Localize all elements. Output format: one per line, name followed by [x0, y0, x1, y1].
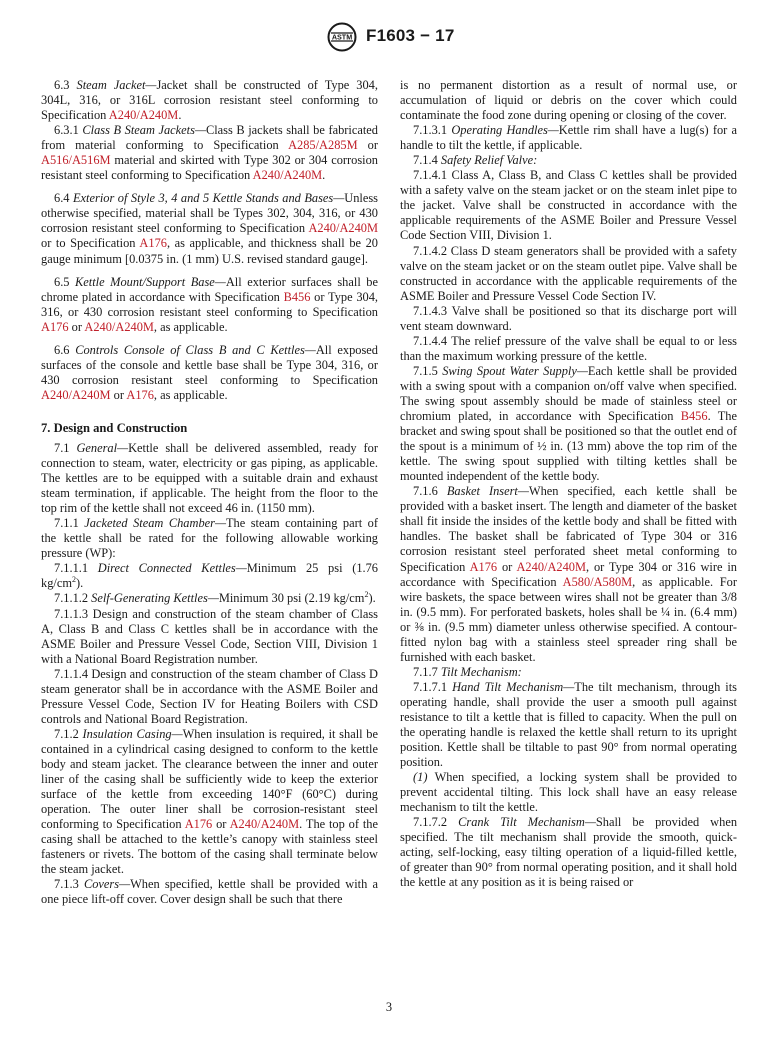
paragraph-text: All exterior surfaces shall be chrome plated in accordance with Specification [41, 274, 378, 304]
paragraph-text: , as applicable. [153, 319, 228, 334]
spec-reference-link[interactable]: A240/A240M [308, 221, 378, 236]
paragraph-text: . [178, 108, 182, 123]
superscript: 2 [71, 575, 76, 585]
paragraph-text: 7.1.7 [413, 664, 441, 679]
paragraph [400, 78, 737, 123]
svg-text:ASTM: ASTM [331, 32, 353, 42]
paragraph-text: , as applicable. [153, 387, 228, 402]
paragraph-text: 7.1.6 [413, 484, 447, 499]
paragraph-text: 7.1.2 [54, 726, 83, 741]
paragraph-caption: Safety Relief Valve: [440, 153, 538, 168]
paragraph-caption: Jacketed Steam Chamber— [84, 516, 226, 531]
paragraph-text: 7. Design and Construction [41, 420, 188, 435]
paragraph-caption: Insulation Casing— [82, 726, 183, 741]
paragraph-text: Class B jackets shall be fabricated from material conforming to Specification [41, 123, 378, 153]
paragraph-caption: Covers— [83, 877, 131, 892]
paragraph [41, 516, 378, 561]
paragraph-text: or [110, 387, 127, 402]
paragraph [41, 607, 378, 667]
paragraph-caption: Self-Generating Kettles— [91, 591, 219, 606]
spec-reference-link[interactable]: B456 [680, 409, 708, 424]
paragraph [400, 364, 737, 484]
paragraph-caption: Steam Jacket— [76, 78, 157, 92]
paragraph-text: 7.1.7.2 [413, 815, 459, 830]
paragraph-text: Kettle shall be delivered assembled, ready for connection to steam, water, electricity or gas piping, as applicable. The kettles are to be equipped with a suitable drain and exhaust steam termination, if applicable. The height from the floor to the top rim of the kettle shall not exceed 46 in. (1150 mm). [41, 440, 378, 516]
paragraph-text: 7.1.7.1 [413, 679, 453, 694]
paragraph-text: , as applicable. For wire baskets, the space between wires shall not be greater than 3/8 in. (9.5 mm). For perforated baskets, holes shall be ¼ in. (6.4 mm) or ⅜ in. (9.5 mm) diameter unless otherwise specified. A contour-fitted nylon bag with a stainless steel spreader ring shall be furnished with each basket. [400, 574, 737, 664]
spec-reference-link[interactable]: A285/A285M [288, 138, 358, 153]
spec-reference-link[interactable]: A176 [139, 236, 167, 251]
paragraph-text: or [68, 319, 85, 334]
document-designation: F1603 − 17 [366, 26, 455, 45]
paragraph-text: ). [75, 576, 84, 591]
paragraph [41, 123, 378, 183]
paragraph-caption: Direct Connected Kettles— [97, 561, 247, 576]
paragraph-caption: Tilt Mechanism: [440, 664, 522, 679]
paragraph-text: or to Specification [41, 236, 140, 251]
paragraph-text: 7.1.4.1 Class A, Class B, and Class C kettles shall be provided with a safety valve on the steam jacket or on the steam inlet pipe to the jacket. Valve shall be constructed in accordance with the applicable requirements of the ASME Boiler and Pressure Vessel Code Section VIII, Division 1. [400, 168, 737, 243]
paragraph-text: 7.1.4 [413, 153, 441, 168]
spec-reference-link[interactable]: B456 [283, 289, 311, 304]
paragraph-text: Unless otherwise specified, material shall be Types 302, 304, 316, or 430 corrosion resistant steel conforming to Specification [41, 191, 378, 236]
paragraph [400, 815, 737, 890]
paragraph-caption: Kettle Mount/Support Base— [75, 274, 226, 289]
paragraph [41, 78, 378, 123]
paragraph-text: 7.1.3 [54, 877, 84, 892]
page-number: 3 [385, 1000, 393, 1014]
paragraph-text: 6.5 [54, 274, 76, 289]
paragraph-text: 7.1.3.1 [413, 123, 452, 138]
paragraph-text: 7.1.1.4 Design and construction of the steam chamber of Class D steam generator shall be in accordance with the ASME Boiler and Pressure Vessel Code, Section IV for Heating Boilers with CSD controls and National Board Registration. [41, 666, 378, 726]
paragraph-caption: Swing Spout Water Supply— [442, 363, 588, 378]
paragraph-text: or [497, 559, 517, 574]
spec-reference-link[interactable]: A176 [41, 319, 69, 334]
paragraph [41, 343, 378, 403]
superscript: 2 [364, 590, 369, 600]
paragraph-text: Kettle rim shall have a lug(s) for a handle to tilt the kettle, if applicable. [400, 123, 738, 153]
paragraph [41, 561, 378, 591]
paragraph-text: 7.1.5 [413, 363, 443, 378]
paragraph-text: ). [368, 591, 376, 606]
paragraph [400, 665, 737, 680]
paragraph-text: 7.1.1.1 [54, 561, 98, 576]
paragraph [41, 667, 378, 727]
right-column [400, 78, 737, 891]
paragraph [400, 153, 737, 168]
paragraph [41, 275, 378, 335]
paragraph-caption: Basket Insert— [446, 484, 529, 499]
paragraph-text: Minimum 25 psi (1.76 kg/cm [41, 561, 378, 591]
paragraph-caption: Crank Tilt Mechanism— [458, 815, 596, 830]
paragraph-text: 6.3 [54, 78, 77, 92]
paragraph-caption: Operating Handles— [451, 123, 559, 138]
paragraph [400, 244, 737, 304]
paragraph-text: . The bracket and swing spout shall be positioned so that the outlet end of the spout is a minimum of ½ in. (13 mm) above the top rim of the kettle. The swing spout supplied with tilting kettles shall be mounted independent of the kettle body. [400, 409, 737, 484]
paragraph-text: When specified, each kettle shall be provided with a basket insert. The length and diameter of the basket shall fit inside the insides of the kettle body and shall be fitted with handles. The basket shall be fabricated of Type 304 or 316 corrosion resistant steel perforated sheet metal conforming to Specification [400, 484, 737, 574]
paragraph-text: material and skirted with Type 302 or 304 corrosion resistant steel conforming to Specification [41, 153, 378, 183]
page-header [0, 22, 778, 52]
section-heading [41, 421, 378, 436]
spec-reference-link[interactable]: A580/A580M [562, 574, 633, 589]
paragraph-text: 7.1.4.3 Valve shall be positioned so that its discharge port will vent steam downward. [400, 303, 737, 333]
paragraph-text: . The top of the casing shall be attached to the kettle’s canopy with stainless steel fasteners or rivets. The bottom of the casing shall terminate below the steam jacket. [41, 817, 378, 877]
paragraph [400, 168, 737, 243]
paragraph-text: When insulation is required, it shall be contained in a cylindrical casing designed to conform to the kettle body and steam jacket. The clearance between the inner and outer liner of the casing shall be sufficiently wide to keep the exterior surface of the kettle from exceeding 140°F (60°C) during operation. The outer liner shall be corrosion-resistant steel conforming to Specification [41, 726, 378, 832]
spec-reference-link[interactable]: A240/A240M [229, 817, 300, 832]
paragraph-text: . [322, 168, 326, 183]
spec-reference-link[interactable]: A516/A516M [41, 153, 111, 168]
paragraph-text: 7.1 [54, 440, 77, 455]
paragraph [41, 877, 378, 907]
paragraph-text: 7.1.1.3 Design and construction of the steam chamber of Class A, Class B and Class C kettles shall be in accordance with the ASME Boiler and Pressure Vessel Code, Section VIII, Division 1 with a National Board Registration number. [41, 606, 378, 666]
spec-reference-link[interactable]: A176 [126, 387, 154, 402]
paragraph-caption: Exterior of Style 3, 4 and 5 Kettle Stands and Bases— [72, 191, 345, 206]
paragraph [41, 591, 378, 606]
paragraph [41, 727, 378, 877]
paragraph [400, 484, 737, 665]
paragraph-text: 7.1.1 [54, 516, 85, 531]
paragraph-text: When specified, kettle shall be provided with a one piece lift-off cover. Cover design shall be such that there [41, 877, 378, 907]
paragraph [41, 441, 378, 516]
spec-reference-link[interactable]: A240/A240M [84, 319, 154, 334]
paragraph-text: Shall be provided when specified. The tilt mechanism shall provide the smooth, quick-acting, self-locking, easy tilting operation of a liquid-filled kettle, of greater than 90° from normal operating position, and it shall hold the kettle at any position as it is being raised or [400, 815, 738, 890]
paragraph-text: 6.3.1 [54, 123, 83, 138]
spec-reference-link[interactable]: A240/A240M [516, 559, 587, 574]
spec-reference-link[interactable]: A176 [469, 559, 498, 574]
paragraph-text: or [212, 817, 230, 832]
paragraph-text: The steam containing part of the kettle shall be rated for the following allowable working pressure (WP): [41, 516, 378, 561]
paragraph-text: When specified, a locking system shall be provided to prevent accidental tilting. This lock shall have an easy release mechanism to tilt the kettle. [400, 770, 737, 815]
paragraph-caption: Controls Console of Class B and C Kettles— [75, 342, 316, 357]
paragraph [400, 680, 737, 770]
paragraph-text: Each kettle shall be provided with a swing spout with a companion on/off valve when specified. The swing spout assembly should be made of stainless steel or chromium plated, in accordance with Specification [400, 363, 737, 424]
paragraph-text: 7.1.4.2 Class D steam generators shall be provided with a safety valve on the steam jacket or on the steam outlet pipe. Valve shall be constructed in accordance with the applicable requirements of the ASME Boiler and Pressure Vessel Code Section IV. [400, 243, 737, 303]
paragraph-caption: General— [76, 440, 129, 455]
paragraph-text: The tilt mechanism, through its operating handle, shall provide the user a smooth pull against resistance to tilt a kettle that is filled to capacity. When the pull on the operating handle is relaxed the kettle shall return to its upright position. Kettle shall be tiltable to past 90° from normal operating position. [400, 679, 737, 770]
paragraph-text: or [357, 138, 378, 153]
spec-reference-link[interactable]: A176 [184, 817, 213, 832]
spec-reference-link[interactable]: A240/A240M [41, 387, 111, 402]
paragraph [400, 334, 737, 364]
paragraph-text: 7.1.1.2 [54, 591, 92, 606]
left-column [41, 78, 378, 907]
paragraph-text: 6.4 [54, 191, 73, 206]
paragraph-text: , as applicable, and thickness shall be 20 gauge minimum [0.0375 in. (1 mm) U.S. revised standard gauge]. [41, 236, 378, 266]
paragraph-text: , or Type 304 or 316 wire in accordance with Specification [400, 559, 737, 589]
paragraph [400, 123, 737, 153]
paragraph-text: 6.6 [54, 342, 76, 357]
spec-reference-link[interactable]: A240/A240M [252, 168, 323, 183]
paragraph-text: is no permanent distortion as a result of normal use, or accumulation of liquid or debris on the cover which could contaminate the food zone during opening or closing of the cover. [400, 78, 737, 123]
paragraph-caption: Hand Tilt Mechanism— [452, 679, 575, 694]
paragraph-text: 7.1.4.4 The relief pressure of the valve shall be equal to or less than the maximum working pressure of the kettle. [400, 333, 737, 363]
paragraph [41, 191, 378, 266]
paragraph-caption: (1) [413, 770, 428, 785]
paragraph-caption: Class B Steam Jackets— [82, 123, 206, 138]
astm-logo-icon [327, 22, 357, 52]
paragraph [400, 304, 737, 334]
paragraph-text: or Type 304, 316, or 430 corrosion resistant steel conforming to Specification [41, 289, 379, 319]
paragraph-text: Minimum 30 psi (2.19 kg/cm [218, 591, 365, 606]
paragraph-text: Jacket shall be constructed of Type 304, 304L, 316, or 316L corrosion resistant steel conforming to Specification [41, 78, 378, 123]
paragraph [400, 770, 737, 815]
spec-reference-link[interactable]: A240/A240M [108, 108, 179, 123]
paragraph-text: All exposed surfaces of the console and kettle base shall be Type 304, 316, or 430 corrosion resistant steel conforming to Specification [41, 342, 378, 387]
